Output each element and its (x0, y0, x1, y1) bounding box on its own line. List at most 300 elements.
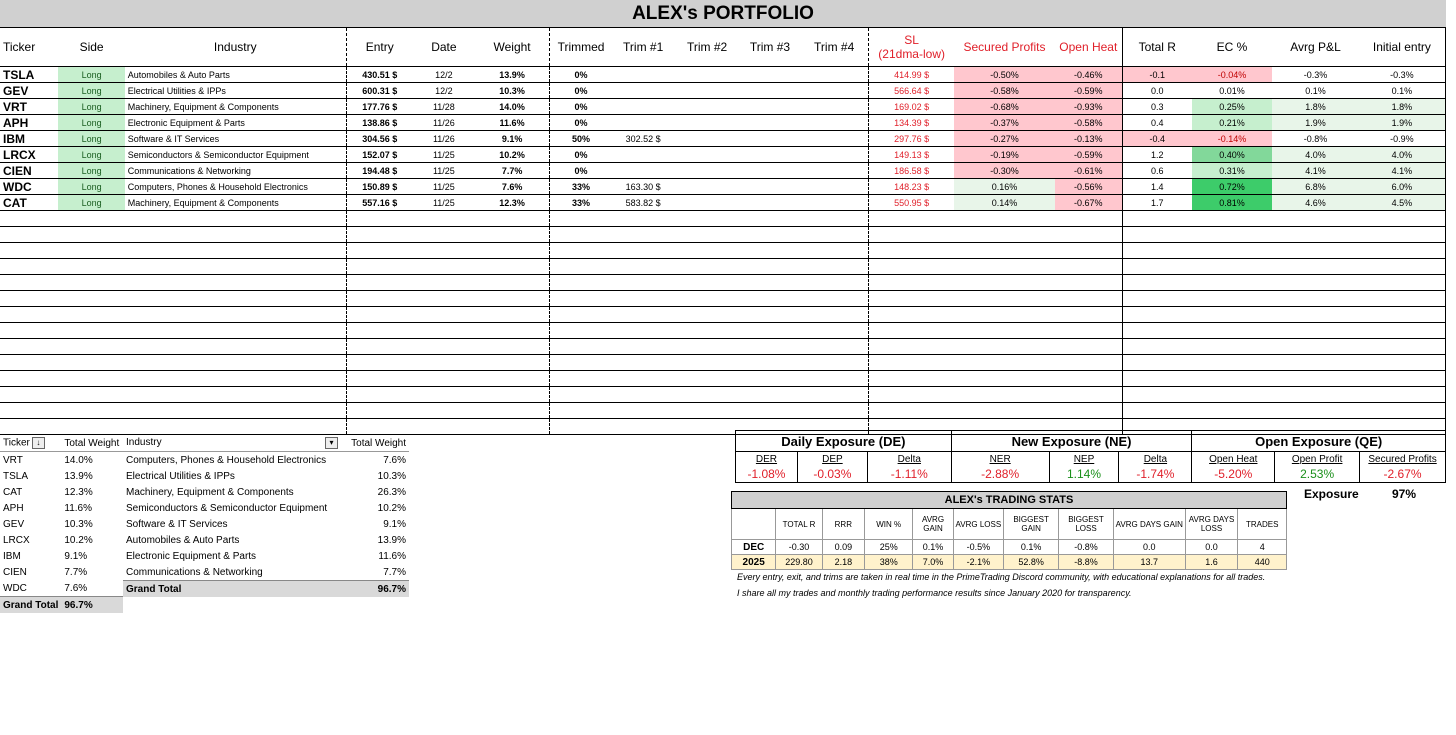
pivot-ticker: GEV (3, 518, 25, 530)
sl-cell: 566.64 $ (869, 83, 955, 99)
empty-cell (346, 403, 412, 419)
total-r-cell: 1.2 (1122, 147, 1191, 163)
ticker-cell[interactable]: LRCX (0, 147, 58, 163)
nep-value: 1.14% (1049, 466, 1119, 483)
trim4-cell (800, 115, 868, 131)
empty-cell (1055, 339, 1122, 355)
weight-cell: 13.9% (475, 67, 549, 83)
empty-cell (125, 419, 346, 435)
table-row (0, 83, 1446, 99)
empty-cell (954, 243, 1055, 259)
open-heat-label: Open Heat (1192, 452, 1275, 467)
empty-cell (346, 211, 412, 227)
empty-cell (1055, 275, 1122, 291)
new-exposure-title: New Exposure (NE) (951, 431, 1192, 452)
table-row (0, 195, 1446, 211)
empty-cell (475, 323, 549, 339)
pivot-ticker: CIEN (3, 566, 27, 578)
ticker-cell[interactable]: CIEN (0, 163, 58, 179)
empty-cell (1192, 275, 1273, 291)
ec-cell: 0.01% (1192, 83, 1273, 99)
empty-cell (0, 307, 58, 323)
empty-cell (125, 403, 346, 419)
weight-cell: 10.2% (475, 147, 549, 163)
empty-cell (954, 259, 1055, 275)
empty-cell (475, 387, 549, 403)
empty-cell (674, 211, 739, 227)
empty-cell (1122, 355, 1191, 371)
col-secured[interactable]: Secured Profits (954, 28, 1055, 67)
trim2-cell (674, 67, 739, 83)
pivot-weight: 14.0% (64, 454, 93, 466)
empty-cell (1122, 211, 1191, 227)
trimmed-cell: 33% (550, 179, 612, 195)
sort-filter-icon[interactable]: ↓ (32, 437, 45, 449)
industry-cell: Computers, Phones & Household Electronics (125, 179, 346, 195)
empty-cell (1359, 387, 1446, 403)
empty-cell (1055, 291, 1122, 307)
industry-cell: Automobiles & Auto Parts (125, 67, 346, 83)
list-item (123, 532, 409, 548)
pivot-industry: Software & IT Services (126, 518, 228, 530)
stats-col-header: BIGGEST GAIN (1004, 509, 1059, 540)
header-row (0, 28, 1446, 67)
empty-cell (413, 275, 475, 291)
pivot-ticker-table (0, 435, 123, 613)
empty-cell (58, 371, 124, 387)
empty-cell (0, 211, 58, 227)
ner-value: -2.88% (951, 466, 1049, 483)
empty-row (0, 371, 1446, 387)
stats-dec-value: 0.1% (1004, 540, 1059, 555)
empty-cell (58, 355, 124, 371)
side-cell: Long (58, 83, 124, 99)
ticker-cell[interactable]: WDC (0, 179, 58, 195)
stats-col-header: AVRG LOSS (953, 509, 1004, 540)
empty-cell (869, 227, 955, 243)
ticker-cell[interactable]: VRT (0, 99, 58, 115)
sl-cell: 186.58 $ (869, 163, 955, 179)
total-r-cell: 0.0 (1122, 83, 1191, 99)
empty-cell (1272, 355, 1359, 371)
stats-year-value: -8.8% (1059, 555, 1114, 570)
list-item (0, 500, 123, 516)
empty-cell (0, 259, 58, 275)
trim4-cell (800, 163, 868, 179)
empty-cell (612, 259, 674, 275)
col-side[interactable]: Side (58, 28, 124, 67)
empty-row (0, 403, 1446, 419)
industry-cell: Software & IT Services (125, 131, 346, 147)
empty-row (0, 211, 1446, 227)
date-cell: 11/26 (413, 131, 475, 147)
empty-cell (413, 403, 475, 419)
empty-cell (740, 371, 800, 387)
pivot-weight: 11.6% (64, 502, 92, 514)
open-exposure-title: Open Exposure (QE) (1192, 431, 1446, 452)
empty-cell (1272, 371, 1359, 387)
weight-cell: 7.6% (475, 179, 549, 195)
avg-pl-cell: -0.8% (1272, 131, 1359, 147)
ticker-cell[interactable]: IBM (0, 131, 58, 147)
empty-cell (475, 211, 549, 227)
heat-cell: -0.59% (1055, 83, 1122, 99)
stats-year-value: 2.18 (822, 555, 864, 570)
col-trim4[interactable]: Trim #4 (800, 28, 868, 67)
list-item (123, 484, 409, 500)
empty-cell (1122, 323, 1191, 339)
empty-cell (1192, 211, 1273, 227)
trim1-cell (612, 83, 674, 99)
sl-cell: 149.13 $ (869, 147, 955, 163)
empty-row (0, 323, 1446, 339)
empty-cell (550, 307, 612, 323)
avg-pl-cell: 6.8% (1272, 179, 1359, 195)
empty-cell (674, 419, 739, 435)
empty-cell (413, 387, 475, 403)
empty-cell (58, 291, 124, 307)
trimmed-cell: 0% (550, 83, 612, 99)
empty-cell (612, 355, 674, 371)
col-ticker[interactable]: Ticker (0, 28, 58, 67)
sl-cell: 134.39 $ (869, 115, 955, 131)
ec-cell: 0.81% (1192, 195, 1273, 211)
pivot-industry: Automobiles & Auto Parts (126, 534, 240, 546)
trim1-cell: 163.30 $ (612, 179, 674, 195)
list-item (0, 468, 123, 484)
pivot-industry-header[interactable] (123, 435, 343, 452)
empty-cell (1122, 339, 1191, 355)
col-date[interactable]: Date (413, 28, 475, 67)
empty-cell (475, 243, 549, 259)
trimmed-cell: 0% (550, 163, 612, 179)
list-item (0, 564, 123, 580)
empty-row (0, 387, 1446, 403)
empty-cell (674, 403, 739, 419)
col-weight[interactable]: Weight (475, 28, 549, 67)
heat-cell: -0.46% (1055, 67, 1122, 83)
secured-cell: -0.37% (954, 115, 1055, 131)
empty-cell (612, 291, 674, 307)
empty-cell (869, 275, 955, 291)
exposure-label: Exposure (1304, 487, 1359, 501)
col-ec[interactable]: EC % (1192, 28, 1273, 67)
empty-cell (125, 227, 346, 243)
trim1-cell: 583.82 $ (612, 195, 674, 211)
trim4-cell (800, 83, 868, 99)
empty-cell (1192, 387, 1273, 403)
pivot-ticker-header-label: Ticker (3, 437, 30, 449)
empty-cell (869, 355, 955, 371)
list-item (0, 452, 123, 469)
stats-dec-value: 0.0 (1113, 540, 1185, 555)
col-trim2[interactable]: Trim #2 (674, 28, 739, 67)
trim1-cell (612, 147, 674, 163)
empty-cell (1055, 323, 1122, 339)
ec-cell: -0.14% (1192, 131, 1273, 147)
empty-cell (550, 259, 612, 275)
empty-cell (1359, 339, 1446, 355)
der-value: -1.08% (736, 466, 798, 483)
secured-profits-label: Secured Profits (1360, 452, 1446, 467)
pivot-industry: Communications & Networking (126, 566, 263, 578)
empty-cell (954, 339, 1055, 355)
delta2-value: -1.74% (1119, 466, 1192, 483)
empty-cell (674, 387, 739, 403)
empty-cell (612, 211, 674, 227)
dep-label: DEP (797, 452, 867, 467)
empty-cell (674, 371, 739, 387)
empty-cell (869, 243, 955, 259)
stats-dec-value: -0.5% (953, 540, 1004, 555)
list-item (0, 548, 123, 564)
empty-cell (413, 243, 475, 259)
empty-cell (1192, 227, 1273, 243)
empty-cell (1192, 355, 1273, 371)
empty-cell (125, 339, 346, 355)
open-profit-label: Open Profit (1275, 452, 1360, 467)
trim3-cell (740, 115, 800, 131)
empty-row (0, 259, 1446, 275)
pivot-ticker-header[interactable] (0, 435, 61, 452)
empty-cell (475, 419, 549, 435)
side-cell: Long (58, 67, 124, 83)
open-profit-value: 2.53% (1275, 466, 1360, 483)
col-initial[interactable]: Initial entry (1359, 28, 1446, 67)
trim3-cell (740, 147, 800, 163)
empty-cell (475, 291, 549, 307)
col-trim1[interactable]: Trim #1 (612, 28, 674, 67)
weight-cell: 9.1% (475, 131, 549, 147)
ticker-cell[interactable]: CAT (0, 195, 58, 211)
empty-cell (1359, 355, 1446, 371)
empty-cell (869, 323, 955, 339)
pivot-ticker: APH (3, 502, 24, 514)
empty-cell (1272, 243, 1359, 259)
trim1-cell: 302.52 $ (612, 131, 674, 147)
col-total-r[interactable]: Total R (1122, 28, 1191, 67)
empty-cell (800, 243, 868, 259)
empty-cell (800, 323, 868, 339)
empty-cell (58, 403, 124, 419)
trim3-cell (740, 195, 800, 211)
col-industry[interactable]: Industry (125, 28, 346, 67)
empty-cell (58, 323, 124, 339)
empty-cell (0, 387, 58, 403)
heat-cell: -0.67% (1055, 195, 1122, 211)
empty-cell (800, 339, 868, 355)
grand-total-value: 96.7% (343, 581, 409, 598)
empty-row (0, 291, 1446, 307)
col-sl[interactable] (869, 28, 955, 67)
ec-cell: 0.40% (1192, 147, 1273, 163)
ticker-cell[interactable]: TSLA (0, 67, 58, 83)
table-row (0, 99, 1446, 115)
empty-cell (58, 259, 124, 275)
stats-dec-value: 25% (864, 540, 913, 555)
empty-cell (58, 211, 124, 227)
trim3-cell (740, 67, 800, 83)
empty-cell (125, 323, 346, 339)
empty-cell (1272, 227, 1359, 243)
stats-col-header: RRR (822, 509, 864, 540)
side-cell: Long (58, 195, 124, 211)
trim4-cell (800, 99, 868, 115)
empty-cell (869, 403, 955, 419)
empty-cell (800, 371, 868, 387)
secured-cell: -0.19% (954, 147, 1055, 163)
initial-cell: 4.0% (1359, 147, 1446, 163)
empty-cell (550, 211, 612, 227)
trim2-cell (674, 115, 739, 131)
delta2-label: Delta (1119, 452, 1192, 467)
stats-col-header: WIN % (864, 509, 913, 540)
stats-year-value: 1.6 (1185, 555, 1238, 570)
col-avg-pl[interactable]: Avrg P&L (1272, 28, 1359, 67)
entry-cell: 150.89 $ (346, 179, 412, 195)
empty-cell (475, 227, 549, 243)
ticker-cell[interactable]: GEV (0, 83, 58, 99)
date-cell: 12/2 (413, 83, 475, 99)
trim2-cell (674, 179, 739, 195)
table-row (0, 67, 1446, 83)
initial-cell: 0.1% (1359, 83, 1446, 99)
col-sl-line2: (21dma-low) (878, 47, 945, 61)
table-row (0, 147, 1446, 163)
empty-cell (740, 211, 800, 227)
col-trim3[interactable]: Trim #3 (740, 28, 800, 67)
trim3-cell (740, 99, 800, 115)
empty-cell (0, 323, 58, 339)
side-cell: Long (58, 147, 124, 163)
stats-year-value: 229.80 (776, 555, 822, 570)
empty-cell (1272, 291, 1359, 307)
industry-cell: Electronic Equipment & Parts (125, 115, 346, 131)
empty-cell (1272, 211, 1359, 227)
empty-cell (612, 307, 674, 323)
initial-cell: -0.3% (1359, 67, 1446, 83)
empty-cell (125, 355, 346, 371)
empty-cell (413, 227, 475, 243)
empty-cell (800, 355, 868, 371)
avg-pl-cell: 4.1% (1272, 163, 1359, 179)
note-line-1: Every entry, exit, and trims are taken in real time in the PrimeTrading Discord community, with educational explanations for all trades. (737, 572, 1266, 582)
pivot-industry: Computers, Phones & Household Electronics (126, 454, 327, 466)
empty-cell (475, 275, 549, 291)
list-item (0, 580, 123, 597)
empty-cell (612, 243, 674, 259)
initial-cell: 4.1% (1359, 163, 1446, 179)
empty-cell (475, 371, 549, 387)
empty-cell (612, 339, 674, 355)
col-trimmed[interactable]: Trimmed (550, 28, 612, 67)
empty-cell (1055, 227, 1122, 243)
stats-year-value: -2.1% (953, 555, 1004, 570)
trim4-cell (800, 67, 868, 83)
trim1-cell (612, 99, 674, 115)
empty-cell (954, 387, 1055, 403)
empty-cell (674, 291, 739, 307)
empty-cell (0, 403, 58, 419)
empty-cell (954, 227, 1055, 243)
empty-cell (740, 243, 800, 259)
total-r-cell: -0.1 (1122, 67, 1191, 83)
empty-cell (674, 307, 739, 323)
empty-cell (550, 323, 612, 339)
empty-cell (1272, 307, 1359, 323)
pivot-industry-header-label: Industry (126, 437, 162, 448)
empty-cell (346, 227, 412, 243)
col-heat[interactable]: Open Heat (1055, 28, 1122, 67)
pivot-ticker: CAT (3, 486, 23, 498)
stats-dec-value: -0.30 (776, 540, 822, 555)
empty-cell (1122, 307, 1191, 323)
stats-dec-value: 0.0 (1185, 540, 1238, 555)
empty-cell (1359, 403, 1446, 419)
trim2-cell (674, 83, 739, 99)
empty-cell (800, 227, 868, 243)
stats-dec-value: 4 (1238, 540, 1287, 555)
list-item (0, 484, 123, 500)
empty-cell (1272, 275, 1359, 291)
pivot-industry-weight: 7.7% (383, 566, 406, 578)
pivot-ticker: LRCX (3, 534, 30, 546)
pivot-industry-weight: 10.3% (377, 470, 406, 482)
empty-cell (954, 307, 1055, 323)
initial-cell: -0.9% (1359, 131, 1446, 147)
side-cell: Long (58, 115, 124, 131)
stats-year-value: 7.0% (913, 555, 953, 570)
date-cell: 11/25 (413, 163, 475, 179)
empty-cell (58, 387, 124, 403)
empty-cell (1359, 307, 1446, 323)
empty-cell (413, 291, 475, 307)
empty-cell (740, 323, 800, 339)
empty-cell (954, 323, 1055, 339)
stats-title: ALEX's TRADING STATS (732, 492, 1287, 509)
ticker-cell[interactable]: APH (0, 115, 58, 131)
empty-cell (869, 371, 955, 387)
empty-cell (125, 307, 346, 323)
empty-cell (0, 291, 58, 307)
weight-cell: 14.0% (475, 99, 549, 115)
stats-dec-value: -0.8% (1059, 540, 1114, 555)
empty-cell (550, 387, 612, 403)
empty-cell (125, 243, 346, 259)
list-item (0, 532, 123, 548)
empty-cell (1122, 387, 1191, 403)
col-entry[interactable]: Entry (346, 28, 412, 67)
empty-row (0, 275, 1446, 291)
empty-cell (954, 403, 1055, 419)
empty-cell (869, 387, 955, 403)
empty-cell (1272, 387, 1359, 403)
filter-icon[interactable]: ▾ (325, 437, 338, 449)
empty-cell (550, 291, 612, 307)
empty-cell (954, 291, 1055, 307)
empty-cell (0, 227, 58, 243)
empty-cell (1122, 275, 1191, 291)
empty-row (0, 243, 1446, 259)
heat-cell: -0.61% (1055, 163, 1122, 179)
empty-cell (125, 371, 346, 387)
entry-cell: 304.56 $ (346, 131, 412, 147)
entry-cell: 430.51 $ (346, 67, 412, 83)
empty-cell (58, 419, 124, 435)
stats-year-label: 2025 (732, 555, 776, 570)
empty-cell (612, 403, 674, 419)
date-cell: 11/25 (413, 195, 475, 211)
